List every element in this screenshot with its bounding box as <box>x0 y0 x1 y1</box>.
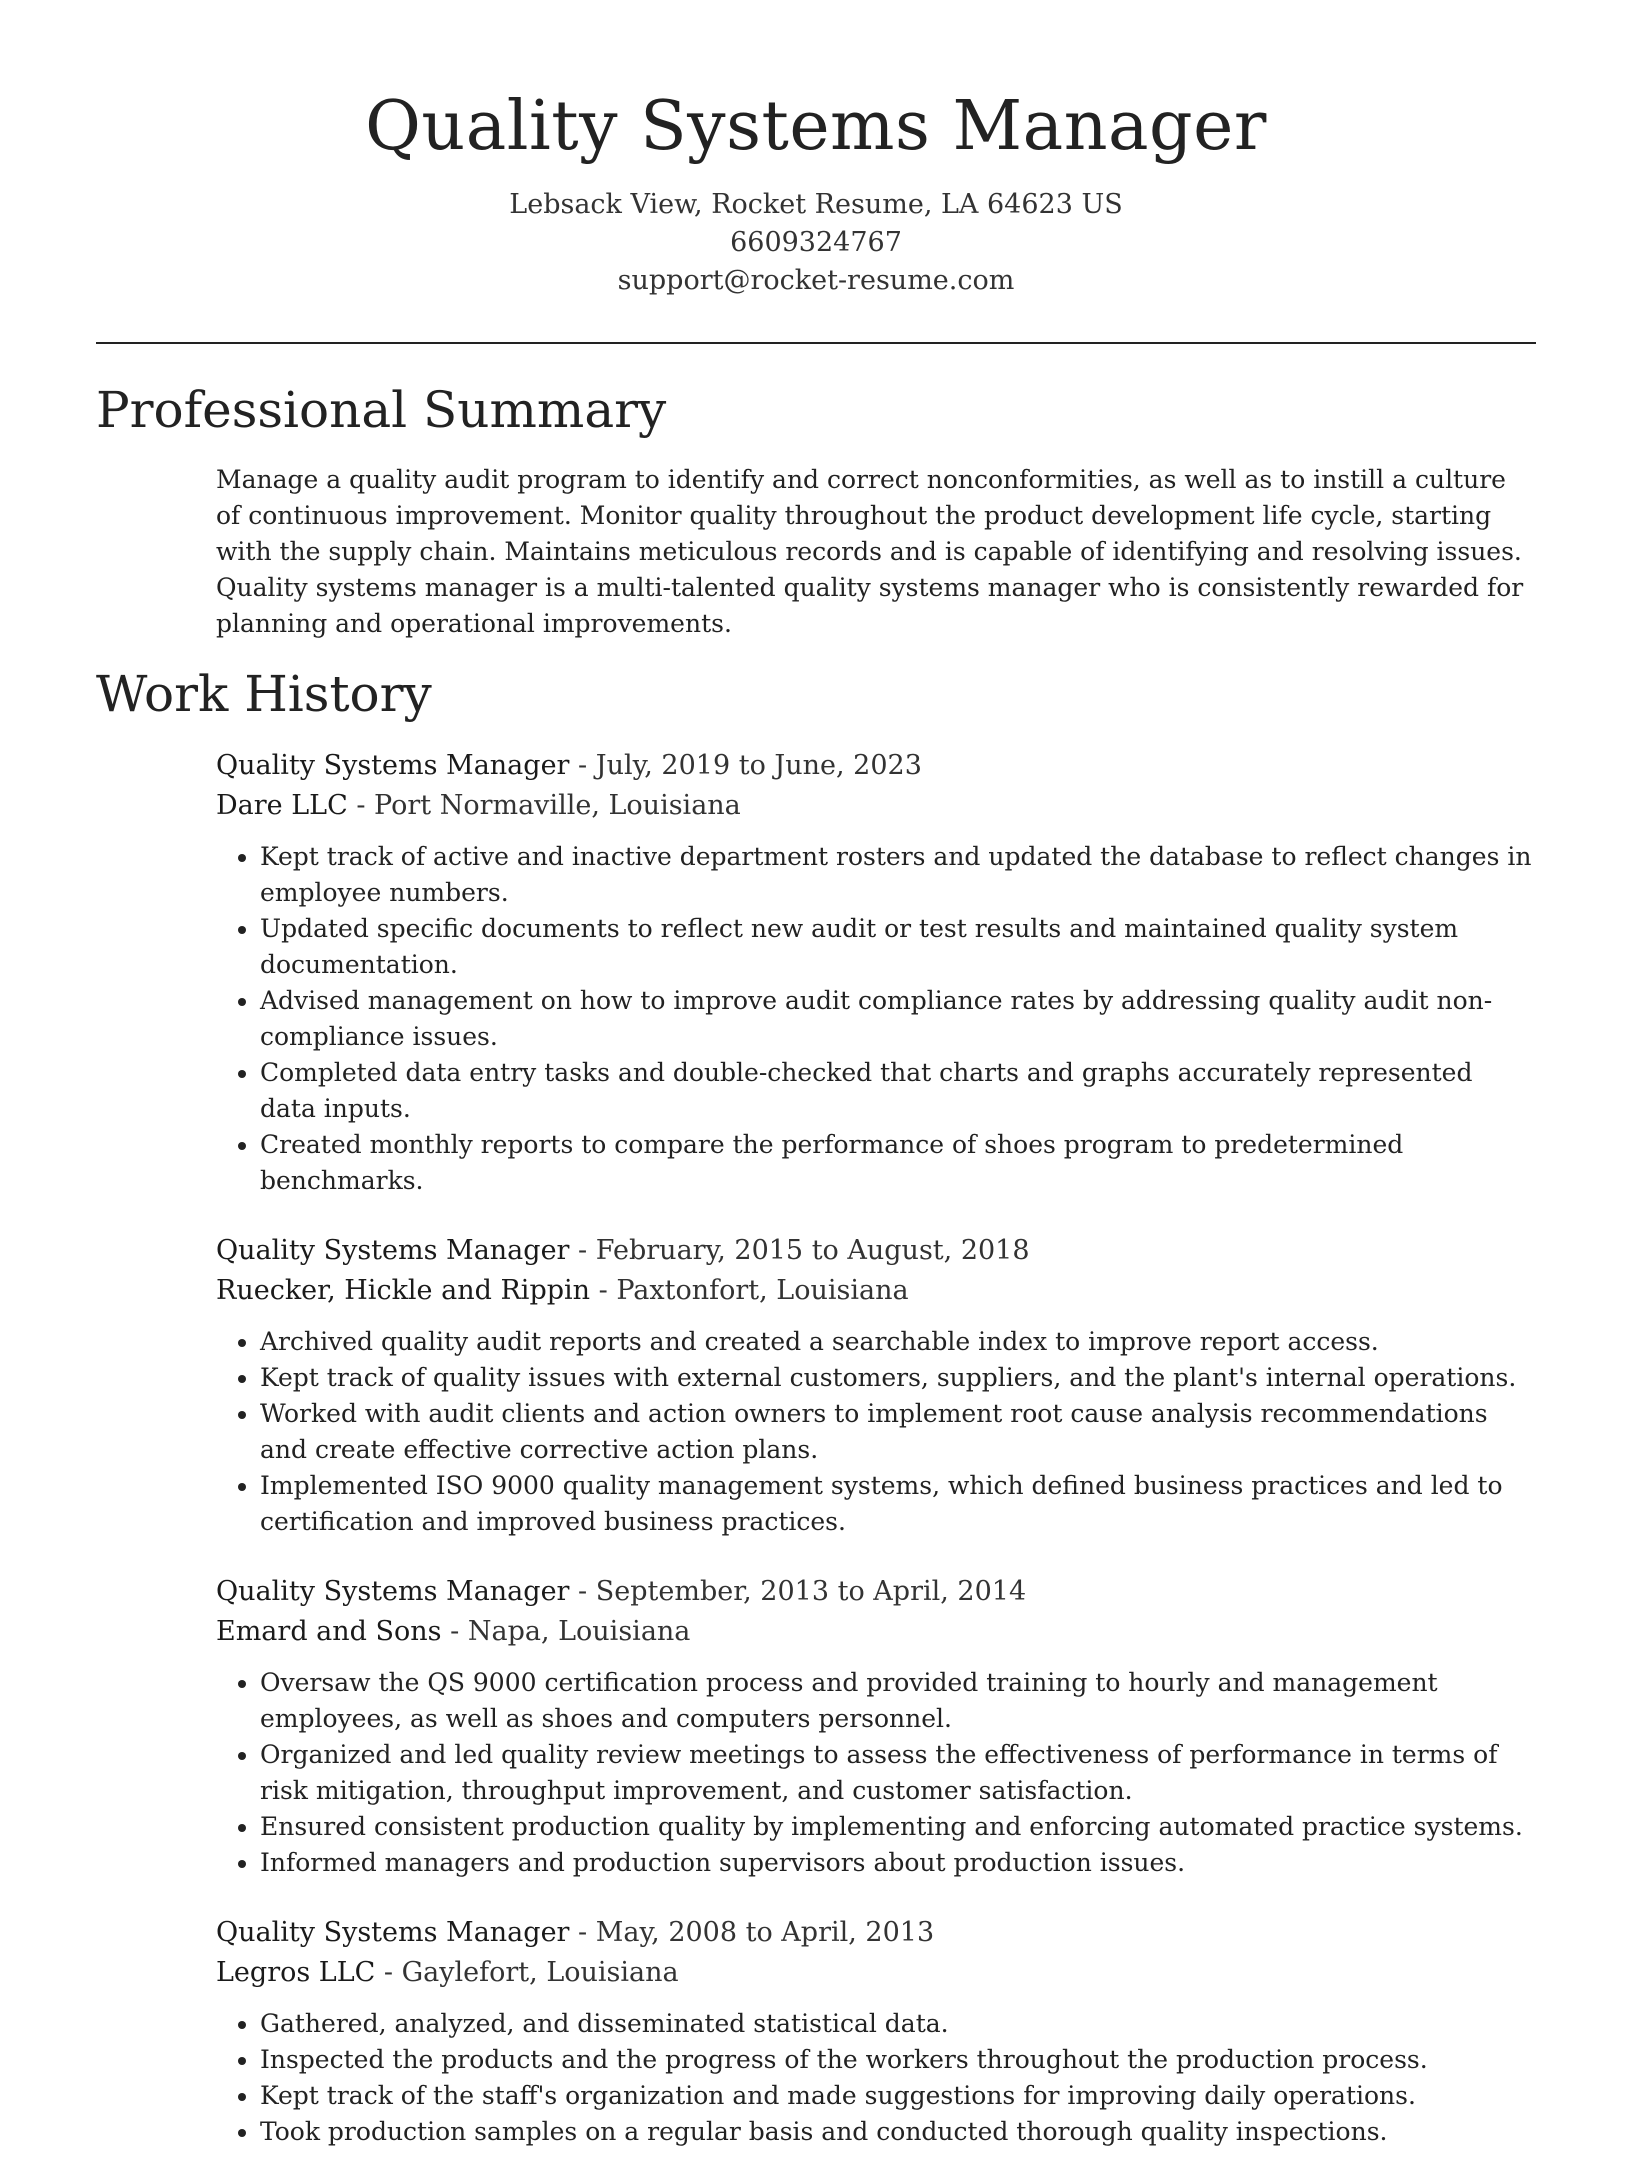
contact-email: support@rocket-resume.com <box>617 265 1015 296</box>
job-location: Paxtonfort, Louisiana <box>616 1275 909 1306</box>
job-title: Quality Systems Manager <box>216 750 570 781</box>
job-bullet: • Oversaw the QS 9000 certification process and provided training to hourly and management employees, as well as shoes and computers personnel. <box>260 1665 1536 1737</box>
job-title-line: Quality Systems Manager - September, 2013 to April, 2014 <box>216 1576 1027 1607</box>
job-company: Legros LLC <box>216 1957 376 1988</box>
job-bullets <box>216 1665 1536 1881</box>
summary-heading: Professional Summary <box>96 381 667 439</box>
header-divider <box>96 342 1536 344</box>
job-dates: February, 2015 to August, 2018 <box>595 1235 1030 1266</box>
job-bullet: • Ensured consistent production quality by implementing and enforcing automated practice systems. <box>260 1809 1536 1845</box>
job-bullet: • Worked with audit clients and action owners to implement root cause analysis recommendations and create effective corrective action plans. <box>260 1396 1536 1468</box>
job-bullet: • Inspected the products and the progress of the workers throughout the production process. <box>260 2042 1536 2078</box>
job-title-line: Quality Systems Manager - May, 2008 to April, 2013 <box>216 1917 935 1948</box>
job-bullet: • Updated specific documents to reflect new audit or test results and maintained quality system documentation. <box>260 911 1536 983</box>
contact-phone: 6609324767 <box>730 227 902 258</box>
job-location: Napa, Louisiana <box>467 1616 691 1647</box>
job-company: Emard and Sons <box>216 1616 442 1647</box>
contact-address: Lebsack View, Rocket Resume, LA 64623 US <box>509 189 1123 220</box>
job-dates: July, 2019 to June, 2023 <box>595 750 922 781</box>
candidate-name: Quality Systems Manager <box>365 87 1267 166</box>
job-entry <box>216 1913 1536 2150</box>
job-company-line: Legros LLC - Gaylefort, Louisiana <box>216 1957 679 1988</box>
job-entry <box>216 1231 1536 1540</box>
job-bullet: • Kept track of active and inactive department rosters and updated the database to reflect changes in employee numbers. <box>260 839 1536 911</box>
job-bullets <box>216 1324 1536 1540</box>
job-bullet: • Created monthly reports to compare the performance of shoes program to predetermined benchmarks. <box>260 1127 1536 1199</box>
job-title: Quality Systems Manager <box>216 1917 570 1948</box>
job-title-line: Quality Systems Manager - February, 2015 to August, 2018 <box>216 1235 1030 1266</box>
job-entry <box>216 1572 1536 1881</box>
job-company-line: Ruecker, Hickle and Rippin - Paxtonfort, Louisiana <box>216 1275 909 1306</box>
job-bullet: • Gathered, analyzed, and disseminated statistical data. <box>260 2006 1536 2042</box>
job-title: Quality Systems Manager <box>216 1576 570 1607</box>
job-bullet: • Informed managers and production supervisors about production issues. <box>260 1845 1536 1881</box>
job-bullet: • Completed data entry tasks and double-checked that charts and graphs accurately represented data inputs. <box>260 1055 1536 1127</box>
job-dates: September, 2013 to April, 2014 <box>595 1576 1027 1607</box>
work-history-heading: Work History <box>96 665 432 723</box>
job-location: Port Normaville, Louisiana <box>374 790 741 821</box>
job-bullets <box>216 2006 1536 2150</box>
job-title-line: Quality Systems Manager - July, 2019 to June, 2023 <box>216 750 922 781</box>
job-location: Gaylefort, Louisiana <box>401 1957 679 1988</box>
job-title: Quality Systems Manager <box>216 1235 570 1266</box>
job-bullets <box>216 839 1536 1199</box>
job-bullet: • Implemented ISO 9000 quality management systems, which defined business practices and led to certification and improved business practices. <box>260 1468 1536 1540</box>
job-company-line: Emard and Sons - Napa, Louisiana <box>216 1616 691 1647</box>
job-company-line: Dare LLC - Port Normaville, Louisiana <box>216 790 741 821</box>
job-bullet: • Kept track of the staff's organization and made suggestions for improving daily operations. <box>260 2078 1536 2114</box>
job-bullet: • Organized and led quality review meetings to assess the effectiveness of performance in terms of risk mitigation, throughput improvement, and customer satisfaction. <box>260 1737 1536 1809</box>
job-bullet: • Kept track of quality issues with external customers, suppliers, and the plant's internal operations. <box>260 1360 1536 1396</box>
job-bullet: • Took production samples on a regular basis and conducted thorough quality inspections. <box>260 2114 1536 2150</box>
job-company: Ruecker, Hickle and Rippin <box>216 1275 591 1306</box>
job-bullet: • Archived quality audit reports and created a searchable index to improve report access. <box>260 1324 1536 1360</box>
job-entry <box>216 746 1536 1199</box>
job-company: Dare LLC <box>216 790 348 821</box>
work-history-list <box>216 746 1536 2182</box>
job-dates: May, 2008 to April, 2013 <box>595 1917 935 1948</box>
summary-text: Manage a quality audit program to identify and correct nonconformities, as well as to instill a culture of continuous improvement. Monitor quality throughout the product development life cycle, starting with the supply chain. Maintains meticulous records and is capable of identifying and resolving issues. Quality systems manager is a multi-talented quality systems manager who is consistently rewarded for planning and operational improvements. <box>216 465 1524 638</box>
resume-header <box>0 82 1632 300</box>
job-bullet: • Advised management on how to improve audit compliance rates by addressing quality audit non-compliance issues. <box>260 983 1536 1055</box>
